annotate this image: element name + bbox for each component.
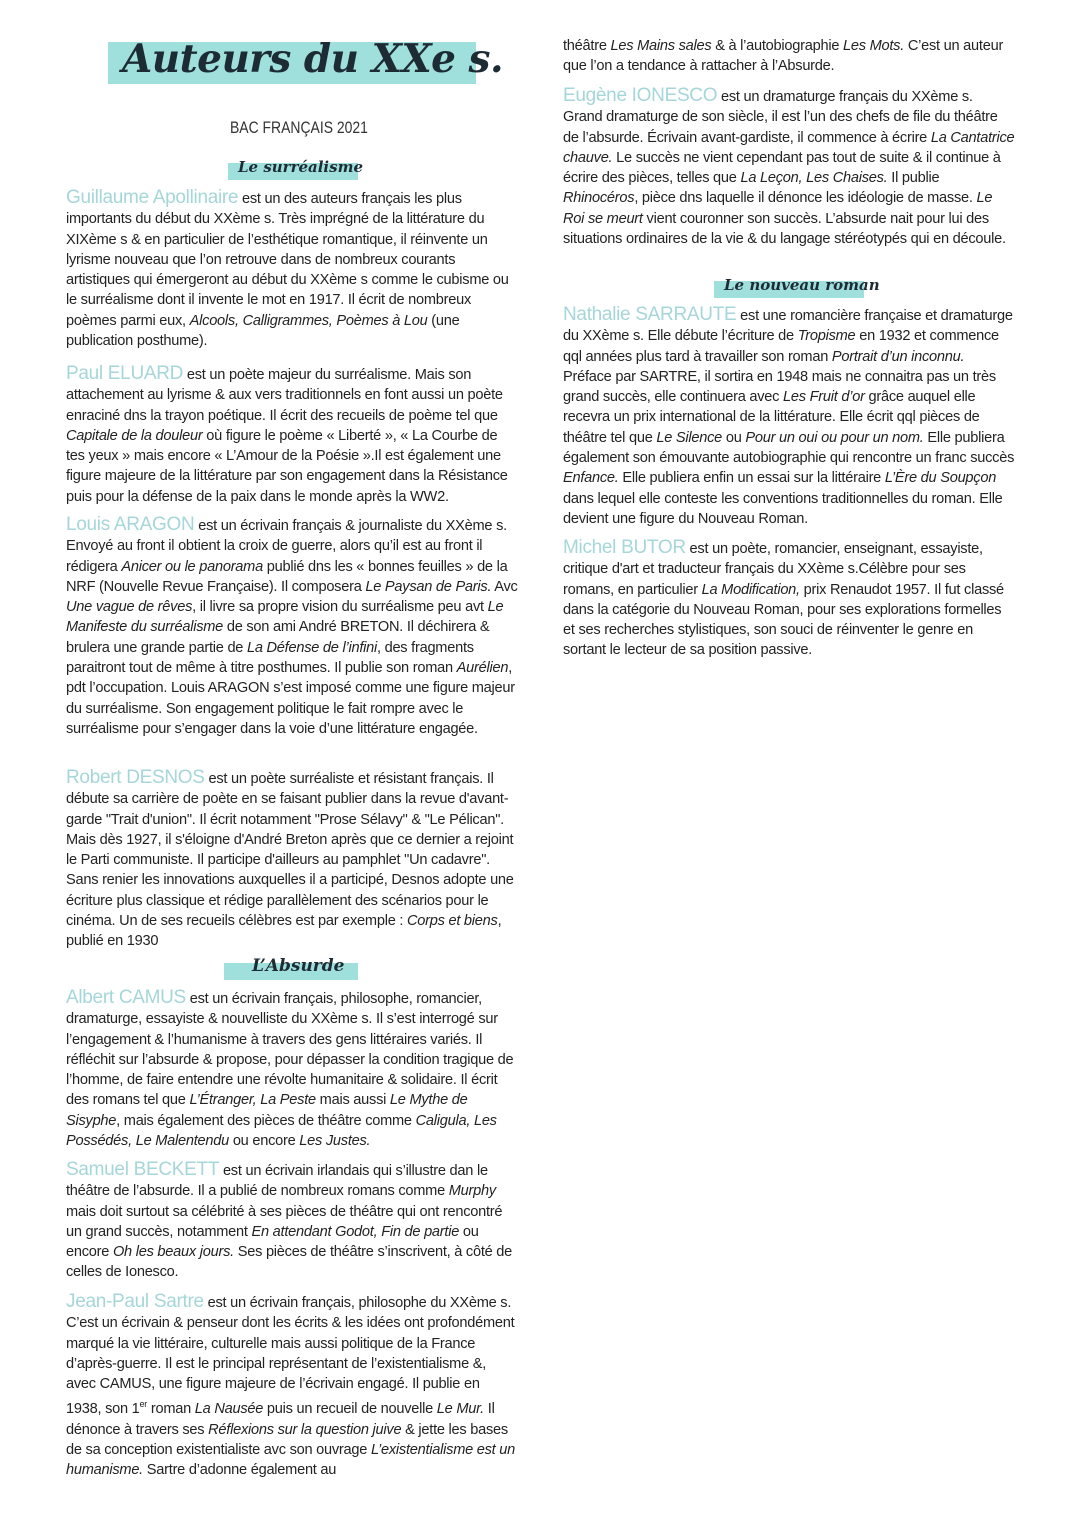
entry-eluard: Paul ELUARD est un poète majeur du surréalisme. Mais son attachement au lyrisme & aux vers traditionnels en font aussi un poète enraciné dns la trayon poétique. Il écrit des recueils de poème tel que Capitale de la douleur où figure le poème « Liberté », « La Courbe de tes yeux » mais encore « L’Amour de la Poésie ».Il est également une figure majeure de la littérature par son engagement dans la Résistance puis pour la défense de la paix dans le monde après la WW2. xyxy=(66,363,508,505)
entry-camus: Albert CAMUS est un écrivain français, philosophe, romancier, dramaturge, essayiste & nouvelliste du XXème s. Il s’est interrogé sur l’engagement & l’humanisme à travers des gens littéraires variés. Il réfléchit sur l’absurde & propose, pour dépasser la condition tragique de l’homme, de faire entendre une révolte humanitaire & solidaire. Il écrit des romans tel que L’Étranger, La Peste mais aussi Le Mythe de Sisyphe, mais également des pièces de théâtre comme Caligula, Les Possédés, Le Malentendu ou encore Les Justes. xyxy=(66,987,514,1150)
section-heading-absurde xyxy=(224,956,358,980)
entry-beckett: Samuel BECKETT est un écrivain irlandais qui s’illustre dan le théâtre de l’absurde. Il a publié de nombreux romans comme Murphy mais doit surtout sa célébrité à ses pièces de théâtre qui ont rencontré un grand succès, notamment En attendant Godot, Fin de partie ou encore Oh les beaux jours. Ses pièces de théâtre s’inscrivent, à côté de celles de Ionesco. xyxy=(66,1159,513,1281)
section-title: L’Absurde xyxy=(252,956,345,976)
entry-butor: Michel BUTOR est un poète, romancier, enseignant, essayiste, critique d'art et traducteur français du XXème s.Célèbre pour ses romans, en particulier La Modification, prix Renaudot 1957. Il fut classé dans la catégorie du Nouveau Roman, pour ses explorations formelles et ses recherches stylistiques, son souci de réinventer le genre en sortant le lecteur de sa position passive. xyxy=(563,537,1004,659)
entry-ionesco: Eugène IONESCO est un dramaturge français du XXème s. Grand dramaturge de son siècle, il est l’un des chefs de file du théâtre de l’absurde. Écrivain avant-gardiste, il commence à écrire La Cantatrice chauve. Le succès ne vient cependant pas tout de suite & il continue à écrire des pièces, telles que La Leçon, Les Chaises. Il publie Rhinocéros, pièce dns laquelle il dénonce les idéologie de masse. Le Roi se meurt vient couronner son succès. L’absurde nait pour lui des situations ordinaires de la vie & du langage stéréotypés qui en découle. xyxy=(563,85,1015,248)
author-name: Michel BUTOR xyxy=(563,537,686,558)
author-name: Nathalie SARRAUTE xyxy=(563,304,737,325)
entry-sartre-continued: théâtre Les Mains sales & à l’autobiographie Les Mots. C’est un auteur que l’on a tendance à rattacher à l’Absurde. xyxy=(563,38,1004,75)
section-heading-nouveau-roman xyxy=(714,276,880,298)
author-name: Eugène IONESCO xyxy=(563,85,718,106)
author-name: Jean-Paul Sartre xyxy=(66,1291,204,1312)
entry-desnos: Robert DESNOS est un poète surréaliste et résistant français. Il débute sa carrière de poète en se faisant publier dans la revue d'avant-garde "Trait d'union". Il écrit notamment "Prose Sélavy" & "Le Pélican". Mais dès 1927, il s'éloigne d'André Breton après que ce dernier a rejoint le Parti communiste. Il participe d'ailleurs au pamphlet "Un cadavre". Sans renier les innovations auxquelles il a participé, Desnos adopte une écriture plus classique et rédige parallèlement des scénarios pour le cinéma. Un de ses recueils célèbres est par exemple : Corps et biens, publié en 1930 xyxy=(66,767,514,950)
entry-sarraute: Nathalie SARRAUTE est une romancière française et dramaturge du XXème s. Elle débute l’écriture de Tropisme en 1932 et commence qql années plus tard à travailler son roman Portrait d’un inconnu. Préface par SARTRE, il sortira en 1948 mais ne connaitra pas un très grand succès, elle continuera avec Les Fruit d’or grâce auquel elle recevra un prix international de la littérature. Elle écrit qql pièces de théâtre tel que Le Silence ou Pour un oui ou pour un nom. Elle publiera également son émouvante autobiographie qui rencontre un franc succès Enfance. Elle publiera enfin un essai sur la littéraire L’Ère du Soupçon dans lequel elle conteste les conventions traditionnelles du roman. Elle devient une figure du Nouveau Roman. xyxy=(563,304,1015,527)
entry-aragon: Louis ARAGON est un écrivain français & journaliste du XXème s. Envoyé au front il obtient la croix de guerre, alors qu’il est au front il rédigera Anicer ou le panorama publié dns les « bonnes feuilles » de la NRF (Nouvelle Revue Française). Il composera Le Paysan de Paris. Avc Une vague de rêves, il livre sa propre vision du surréalisme peu avt Le Manifeste du surréalisme de son ami André BRETON. Il déchirera & brulera une grande partie de La Défense de l’infini, des fragments paraitront tout de même à titre posthumes. Il publie son roman Aurélien, pdt l’occupation. Louis ARAGON s’est imposé comme une figure majeur du surréalisme. Son engagement politique le fait rompre avec le surréalisme pour s’engager dans la voie d’une littérature engagée. xyxy=(66,514,518,737)
author-name: Guillaume Apollinaire xyxy=(66,187,239,208)
page-subtitle: BAC FRANÇAIS 2021 xyxy=(230,118,368,137)
author-name: Samuel BECKETT xyxy=(66,1159,220,1180)
author-name: Albert CAMUS xyxy=(66,987,186,1008)
author-name: Robert DESNOS xyxy=(66,767,205,788)
page-title: Auteurs du XXe s. xyxy=(122,36,504,82)
author-name: Paul ELUARD xyxy=(66,363,184,384)
section-heading-surrealisme xyxy=(228,158,363,180)
entry-sartre: Jean-Paul Sartre est un écrivain français, philosophe du XXème s. C’est un écrivain & penseur dont les écrits & les idées ont profondément marqué la vie littéraire, culturelle mais aussi politique de la France d’après-guerre. Il est le principal représentant de l’existentialisme &, avec CAMUS, une figure majeure de l’écrivain engagé. Il publie en 1938, son 1er roman La Nausée puis un recueil de nouvelle Le Mur. Il dénonce à travers ses Réflexions sur la question juive & jette les bases de sa conception existentialiste avc son ouvrage L’existentialisme est un humanisme. Sartre d’adonne également au xyxy=(66,1291,516,1479)
section-title: Le surréalisme xyxy=(238,158,363,176)
section-title: Le nouveau roman xyxy=(724,276,880,294)
entry-apollinaire: Guillaume Apollinaire est un des auteurs français les plus importants du début du XXème s. Très imprégné de la littérature du XIXème s & en particulier de l’esthétique romantique, il réinvente un lyrisme nouveau que l’on retrouve dans de nombreux courants artistiques qui émergeront au début du XXème s comme le cubisme ou le surréalisme dont il invente le mot en 1917. Il écrit de nombreux poèmes parmi eux, Alcools, Calligrammes, Poèmes à Lou (une publication posthume). xyxy=(66,187,509,350)
author-name: Louis ARAGON xyxy=(66,514,195,535)
